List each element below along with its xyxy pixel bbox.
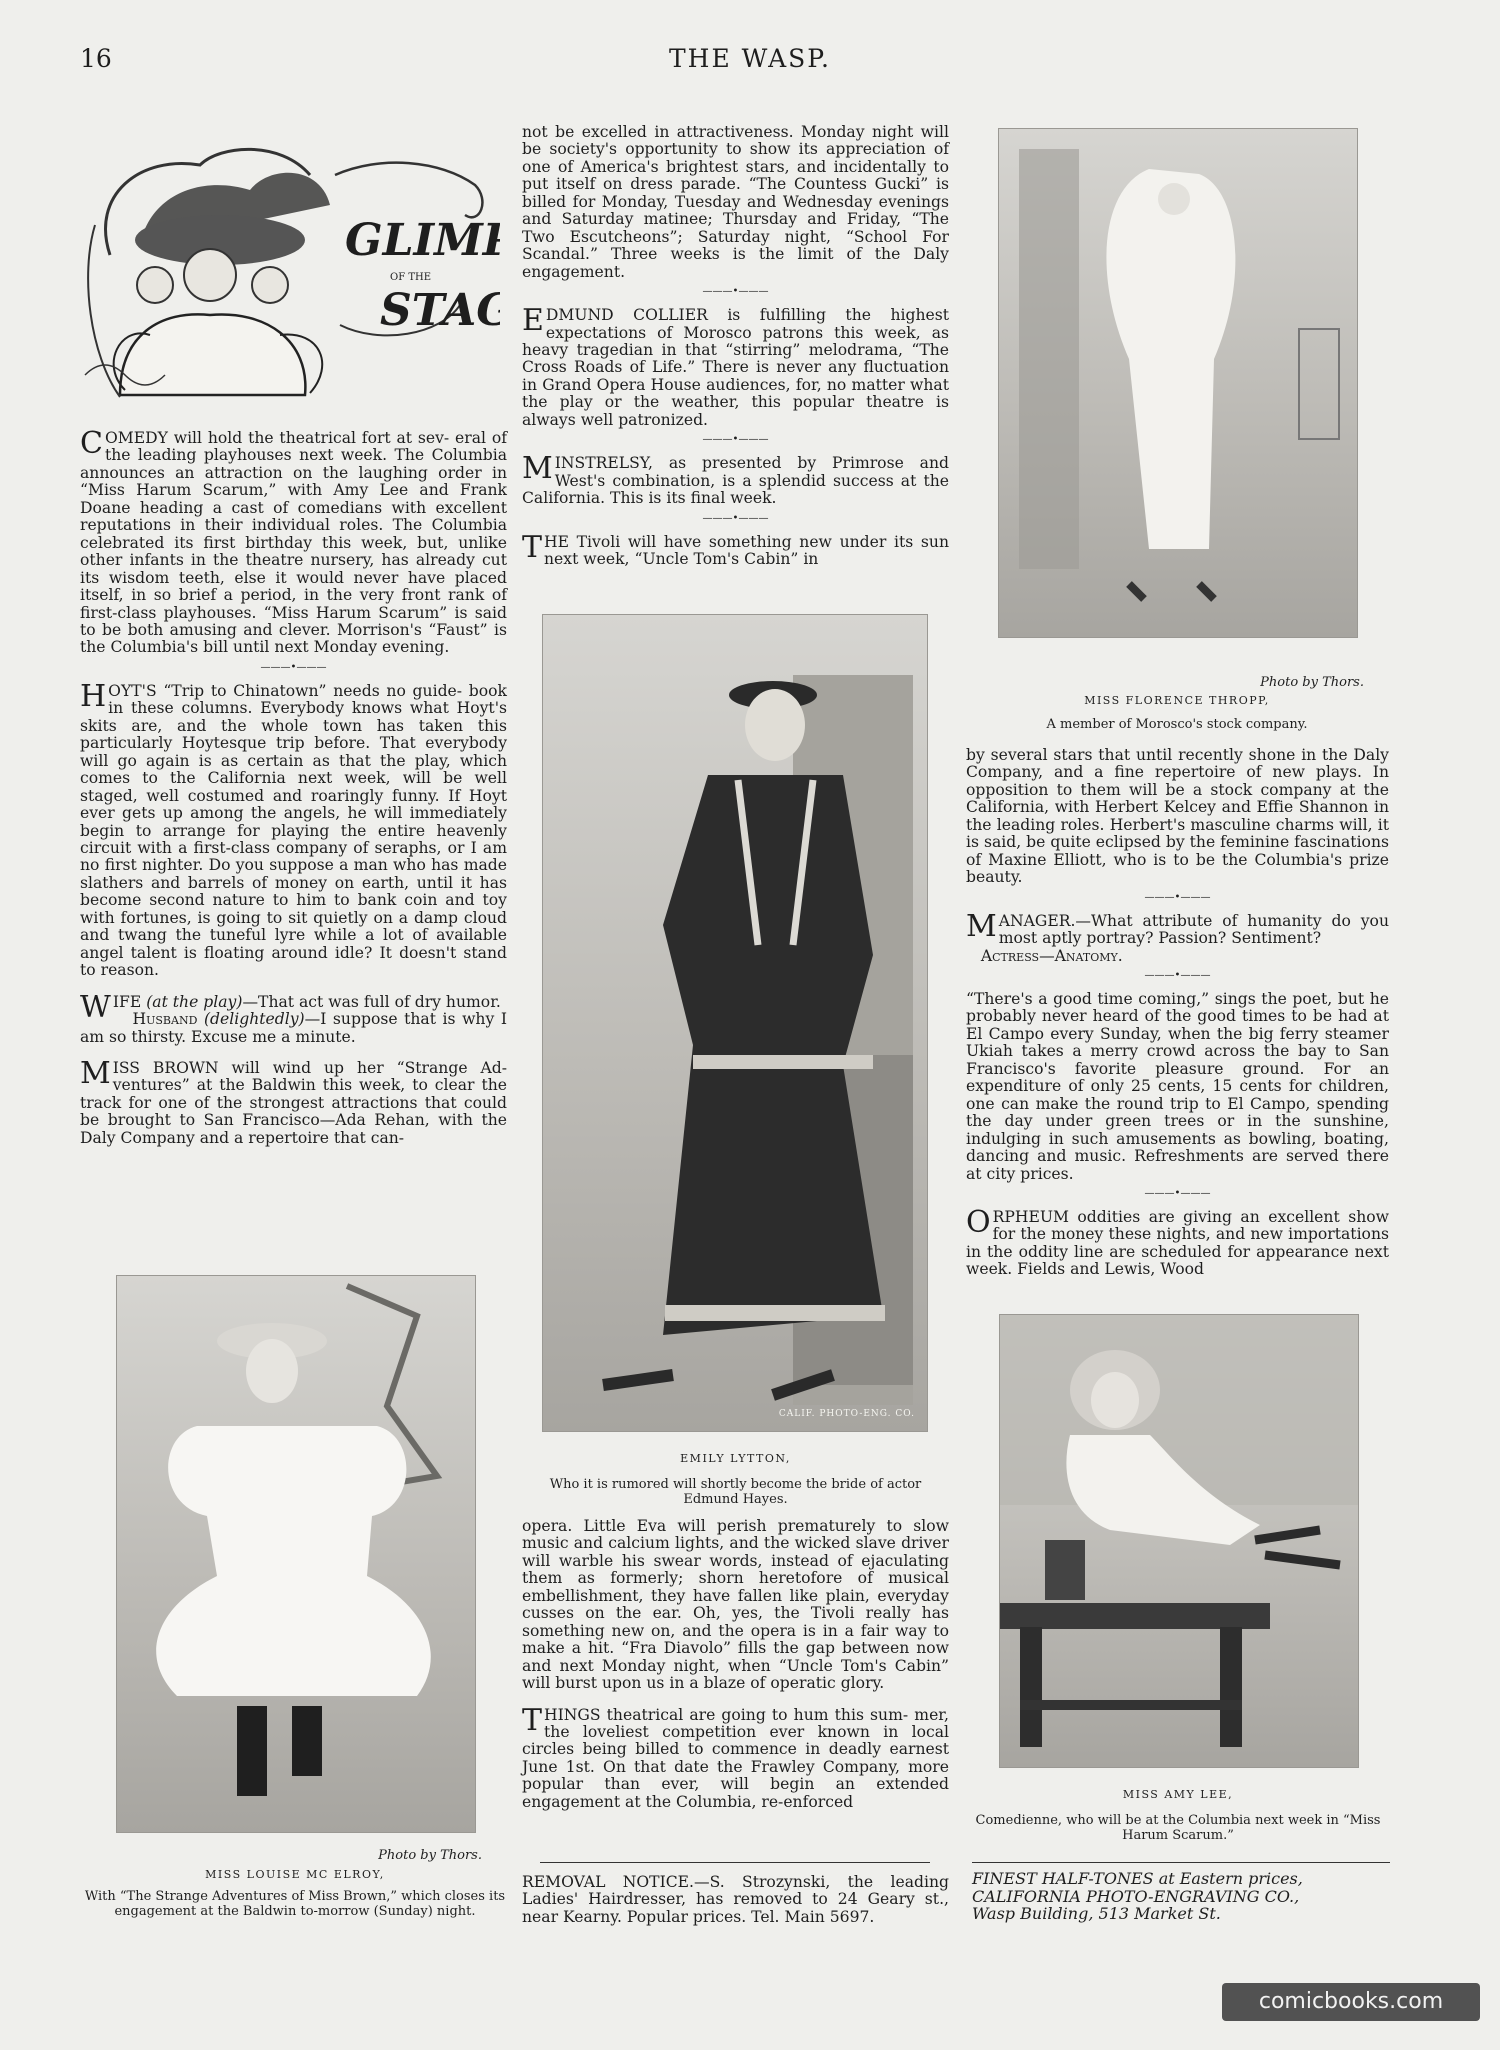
things-paragraph: THINGS theatrical are going to hum this sum- mer, the loveliest competition ever known in local circles being billed to commence in deadly earnest June 1st. On that date the Frawley Company, more popular than ever, will begin an extended engagement at the Columbia, re-enforced: [522, 1702, 949, 1811]
drop-cap: T: [522, 529, 543, 565]
column-middle-top: [522, 124, 949, 569]
section-divider: ———•———: [1144, 891, 1211, 903]
drop-cap: C: [80, 426, 103, 461]
drop-cap: O: [966, 1204, 991, 1240]
orpheum-paragraph: ORPHEUM oddities are giving an excellent show for the money these nights, and new importations in the oddity line are scheduled for appearance next week. Fields and Lewis, Wood: [966, 1204, 1389, 1279]
photo-credit: Photo by Thors.: [1260, 675, 1364, 690]
page-title: THE WASP.: [668, 44, 831, 73]
section-divider: ———•———: [702, 286, 769, 298]
site-watermark: comicbooks.com: [1222, 1983, 1480, 2021]
drop-cap: E: [522, 303, 544, 339]
photo-credit: Photo by Thors.: [378, 1848, 482, 1863]
photo-amy-lee: [999, 1314, 1359, 1768]
section-divider: ———•———: [260, 661, 327, 673]
caption-desc-thropp: A member of Morosco's stock company.: [1046, 717, 1308, 732]
section-divider: ———•———: [702, 512, 769, 524]
section-divider: ———•———: [1144, 1187, 1211, 1199]
page-number: 16: [80, 44, 112, 73]
caption-desc-lytton: Who it is rumored will shortly become the bride of actor Edmund Hayes.: [549, 1477, 922, 1507]
section-divider: ———•———: [702, 434, 769, 446]
studio-mark: CALIF. PHOTO-ENG. CO.: [778, 1409, 915, 1419]
column-right: [966, 747, 1389, 1279]
caption-name-lee: MISS AMY LEE,: [1122, 1788, 1234, 1801]
caption-desc-lee: Comedienne, who will be at the Columbia next week in “Miss Harum Scarum.”: [975, 1813, 1381, 1843]
drop-cap: T: [522, 1702, 543, 1738]
el-campo-paragraph: “There's a good time coming,” sings the poet, but he probably never heard of the good times to be had at El Campo every Sunday, when the big ferry steamer Ukiah takes a merry crowd across the bay to San Francisco's favorite pleasure ground. For an expenditure of only 25 cents, 15 cents for children, one can make the round trip to El Campo, spending the day under green trees or in the sunshine, indulging in such amusements as bowling, boating, dancing and music. Refreshments are served there at city prices.: [966, 989, 1389, 1183]
minstrelsy-paragraph: MINSTRELSY, as presented by Primrose and West's combination, is a splendid success at the California. This is its final week.: [522, 451, 949, 508]
masthead-title-stage: STA: [380, 285, 477, 336]
photo-engraving-advertisement: FINEST HALF-TONES at Eastern prices, CALIFORNIA PHOTO-ENGRAVING CO., Wasp Building, 513 Market St.: [972, 1869, 1303, 1924]
manager-paragraph: MANAGER.—What attribute of humanity do you most aptly portray? Passion? Sentiment? Actress—Anatomy.: [966, 908, 1389, 965]
caption-name-mcelroy: MISS LOUISE MC ELROY,: [205, 1868, 385, 1881]
drop-cap: M: [966, 908, 997, 944]
drop-cap: H: [80, 678, 107, 714]
brown-paragraph: MISS BROWN will wind up her “Strange Ad- ventures” at the Baldwin this week, to clear the track for one of the strongest attractions that could be brought to San Francisco—Ada Rehan, with the Daly Company and a repertoire that can-: [80, 1055, 507, 1147]
hoyt-paragraph: HOYT'S “Trip to Chinatown” needs no guide- book in these columns. Everybody knows what Hoyt's skits are, and the whole town has taken this particularly Hoytesque trip before. That everybody will go again is as certain as that the play, which comes to the California next week, will be well staged, well costumed and roaringly funny. If Hoyt ever gets up among the angels, he will immediately begin to arrange for playing the entire heavenly circuit with a first-class company of seraphs, or I am no first nighter. Do you suppose a man who has made slathers and barrels of money on earth, until it has become second nature to him to bank coin and toy with fortunes, is going to sit quietly on a damp cloud and twang the tuneful lyre while a lot of available angel talent is floating around idle? It doesn't stand to reason.: [80, 678, 507, 980]
removal-notice: REMOVAL NOTICE.—S. Strozynski, the leading Ladies' Hairdresser, has removed to 24 Geary st., near Kearny. Popular prices. Tel. Main 5697.: [522, 1873, 949, 1926]
caption-name-thropp: MISS FLORENCE THROPP,: [1084, 694, 1270, 707]
masthead-title-of-the: OF THE: [390, 272, 432, 283]
tivoli-paragraph: THE Tivoli will have something new under its sun next week, “Uncle Tom's Cabin” in: [522, 529, 949, 569]
caption-name-lytton: EMILY LYTTON,: [680, 1452, 791, 1465]
masthead-title-glimpses: GLIM: [345, 215, 483, 266]
drop-cap: M: [80, 1055, 111, 1091]
rule: [540, 1862, 930, 1863]
photo-louise-mcelroy: [116, 1275, 476, 1833]
column-middle-bottom: [522, 1518, 949, 1811]
photo-emily-lytton: [542, 614, 928, 1432]
drop-cap: W: [80, 989, 111, 1025]
caption-desc-mcelroy: With “The Strange Adventures of Miss Brown,” which closes its engagement at the Baldwin to-morrow (Sunday) night.: [84, 1889, 506, 1919]
daly-paragraph: not be excelled in attractiveness. Monday night will be society's opportunity to show its appreciation of one of America's brightest stars, and incidentally to put itself on dress parade. “The Countess Gucki” is billed for Monday, Tuesday and Wednesday evenings and Saturday matinee; Thursday and Friday, “The Two Escutcheons”; Saturday night, “School For Scandal.” Three weeks is the limit of the Daly engagement.: [522, 123, 949, 281]
masthead-art: [80, 135, 500, 410]
section-divider: ———•———: [1144, 969, 1211, 981]
column-left: [80, 426, 508, 1147]
drop-cap: M: [522, 451, 553, 487]
collier-paragraph: EDMUND COLLIER is fulfilling the highest expectations of Morosco patrons this week, as heavy tragedian in that “stirring” melodrama, “The Cross Roads of Life.” There is never any fluctuation in Grand Opera House audiences, for, no matter what the play or the weather, this popular theatre is always well patronized.: [522, 303, 949, 429]
stars-paragraph: by several stars that until recently shone in the Daly Company, and a fine repertoire of new plays. In opposition to them will be a stock company at the California, with Herbert Kelcey and Effie Shannon in the leading roles. Herbert's masculine charms will, it is said, be quite eclipsed by the feminine fascinations of Maxine Elliott, who is to be the Columbia's prize beauty.: [966, 746, 1389, 887]
wife-paragraph: WIFE (at the play)—That act was full of dry humor. Husband (delightedly)—I suppose that is why I am so thirsty. Excuse me a minute.: [80, 989, 508, 1046]
photo-florence-thropp: [998, 128, 1358, 638]
glimpses-masthead-illustration: [80, 135, 500, 410]
opera-paragraph: opera. Little Eva will perish prematurely to slow music and calcium lights, and the wicked slave driver will warble his swear words, instead of ejaculating them as formerly; shorn heretofore of musical embellishment, they have fallen like plain, everyday cusses on the ear. Oh, yes, the Tivoli really has something new on, and the opera is in a fair way to make a hit. “Fra Diavolo” fills the gap between now and next Monday night, when “Uncle Tom's Cabin” will burst upon us in a blaze of operatic glory.: [522, 1517, 949, 1693]
rule: [972, 1862, 1390, 1863]
comedy-paragraph: COMEDY will hold the theatrical fort at sev- eral of the leading playhouses next week. The Columbia announces an attraction on the laughing order in “Miss Harum Scarum,” with Amy Lee and Frank Doane heading a cast of comedians with excellent reputations in their individual roles. The Columbia celebrated its first birthday this week, but, unlike other infants in the theatre nursery, has already cut its wisdom teeth, else it would never have placed itself, in so brief a period, in the very front rank of first-class playhouses. “Miss Harum Scarum” is said to be both amusing and clever. Morrison's “Faust” is the Columbia's bill until next Monday evening.: [80, 426, 507, 657]
